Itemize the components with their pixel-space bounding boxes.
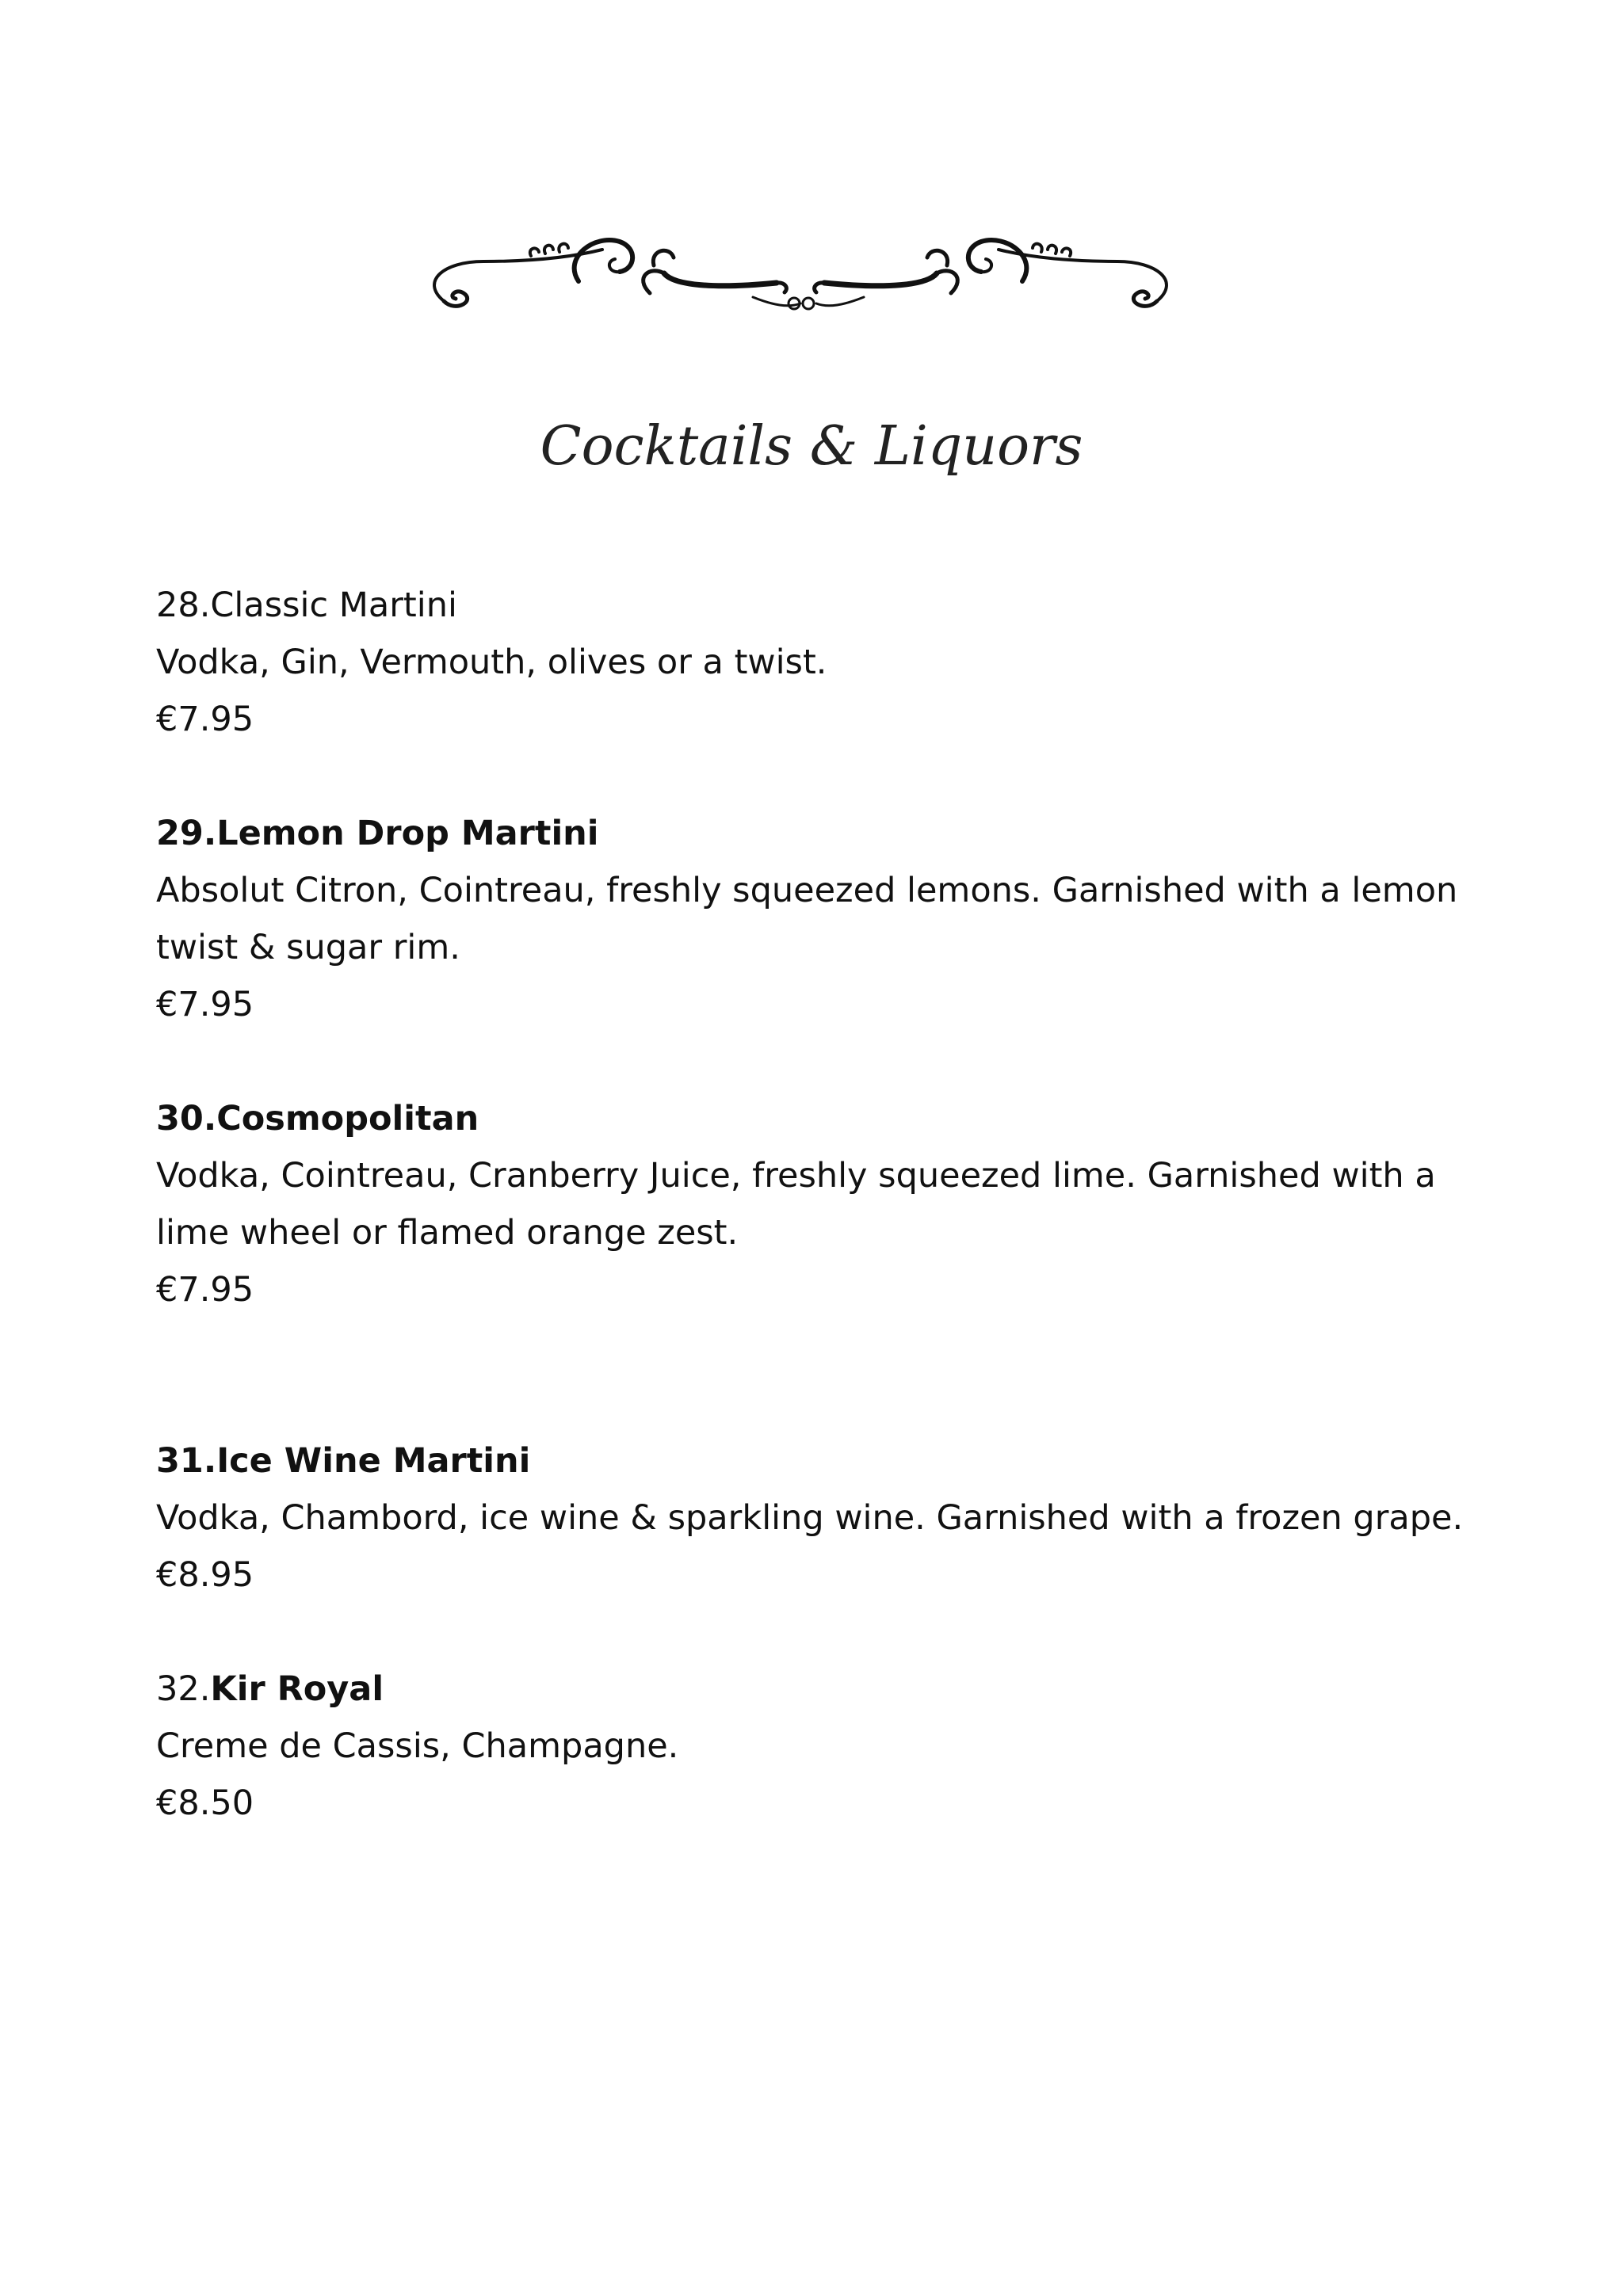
item-name: Ice Wine Martini (216, 1441, 531, 1481)
item-number: 29. (156, 814, 217, 853)
spacer (156, 1604, 1503, 1661)
item-price: €7.95 (156, 700, 254, 739)
menu-item (156, 1090, 1503, 1318)
item-name: Kir Royal (210, 1669, 384, 1709)
page-title: Cocktails & Liquors (540, 415, 1083, 478)
item-description: Vodka, Chambord, ice wine & sparkling wine. Garnished with a frozen grape. (156, 1498, 1464, 1538)
item-description: Absolut Citron, Cointreau, freshly squeezed lemons. Garnished with a lemon twist & sugar rim. (156, 871, 1458, 967)
spacer (156, 1318, 1503, 1432)
menu-list (156, 577, 1503, 1832)
item-description: Creme de Cassis, Champagne. (156, 1726, 679, 1766)
spacer (156, 1033, 1503, 1090)
item-name-line (156, 1661, 1503, 1718)
decorative-flourish-icon (412, 226, 1189, 329)
menu-item (156, 1661, 1503, 1832)
item-name-line (156, 805, 1503, 862)
menu-item (156, 577, 1503, 748)
item-name-line (156, 1090, 1503, 1147)
item-price: €8.95 (156, 1555, 254, 1595)
item-name-line (156, 577, 1503, 634)
item-name: Lemon Drop Martini (216, 814, 599, 853)
item-price: €7.95 (156, 1270, 254, 1310)
item-number: 30. (156, 1099, 217, 1138)
menu-item (156, 1432, 1503, 1604)
menu-item (156, 805, 1503, 1033)
item-name: Classic Martini (210, 585, 457, 625)
item-price: €7.95 (156, 985, 254, 1024)
item-number: 28. (156, 585, 211, 625)
item-description: Vodka, Cointreau, Cranberry Juice, freshly squeezed lime. Garnished with a lime wheel or flamed orange zest. (156, 1156, 1436, 1253)
item-number: 31. (156, 1441, 217, 1481)
item-price: €8.50 (156, 1783, 254, 1823)
item-number: 32. (156, 1669, 211, 1709)
item-name-line (156, 1432, 1503, 1489)
item-name: Cosmopolitan (216, 1099, 479, 1138)
item-description: Vodka, Gin, Vermouth, olives or a twist. (156, 643, 827, 682)
spacer (156, 748, 1503, 805)
